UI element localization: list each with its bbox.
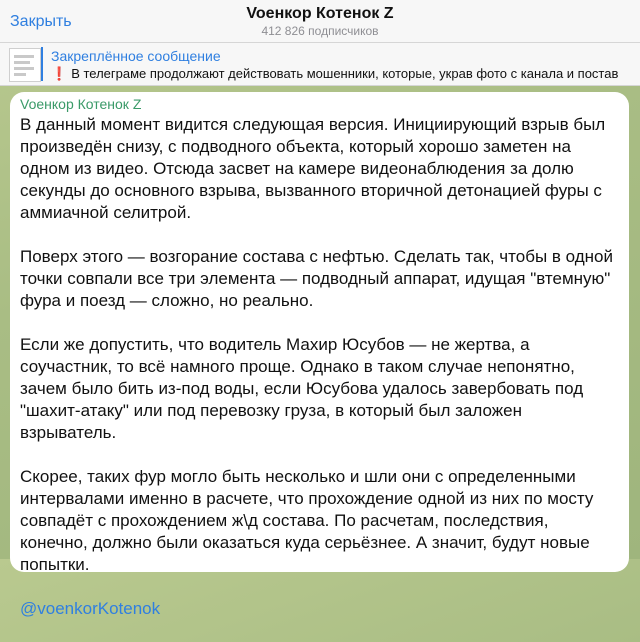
channel-mention-link[interactable]: @voenkorKotenok: [20, 599, 161, 618]
message-paragraph: Поверх этого — возгорание состава с нефтью. Сделать так, чтобы в одной точки совпали все три элемента — подводный аппарат, идущая "втемную" фура и поезд — сложно, но реально.: [20, 247, 613, 310]
top-bar: [0, 0, 640, 43]
message-paragraph: В данный момент видится следующая версия. Инициирующий взрыв был произведён снизу, с подводного объекта, который хорошо заметен на одном из видео. Отсюда засвет на камере видеонаблюдения за долю секунды до основного взрыва, вызванного вторичной детонацией фуры с аммиачной селитрой.: [20, 115, 606, 222]
message-author[interactable]: Voенкор Котенок Z: [20, 96, 142, 112]
pinned-message-bar[interactable]: [0, 43, 640, 86]
channel-title: Voенкор Котенок Z: [246, 5, 394, 22]
message-text: [20, 114, 620, 642]
message-paragraph: Если же допустить, что водитель Махир Юсубов — не жертва, а соучастник, то всё намного проще. Однако в таком случае непонятно, зачем было бить из-под воды, если Юсубова удалось завербовать под "шахит-атаку" или под перевозку груза, в который был заложен взрыватель.: [20, 335, 584, 442]
pinned-preview: [51, 66, 618, 82]
message-paragraph: Скорее, таких фур могло быть несколько и шли они с определенными интервалами именно в расчете, что прохождение одной из них по мосту совпадёт с прохождением ж\д состава. По расчетам, последствия, конечно, должно были оказаться куда серьёзнее. А значит, будут новые попытки.: [20, 467, 594, 574]
pinned-text: В телеграме продолжают действовать мошенники, которые, украв фото с канала и постав: [71, 66, 619, 81]
pinned-thumbnail: [9, 48, 41, 82]
pinned-title: Закреплённое сообщение: [51, 48, 221, 64]
subscriber-count: 412 826 подписчиков: [261, 24, 379, 38]
channel-header[interactable]: [0, 4, 640, 38]
message-bubble[interactable]: [10, 92, 629, 618]
exclamation-icon: ❗: [51, 66, 68, 81]
close-button[interactable]: Закрыть: [10, 13, 72, 30]
pinned-indicator: [41, 47, 43, 81]
